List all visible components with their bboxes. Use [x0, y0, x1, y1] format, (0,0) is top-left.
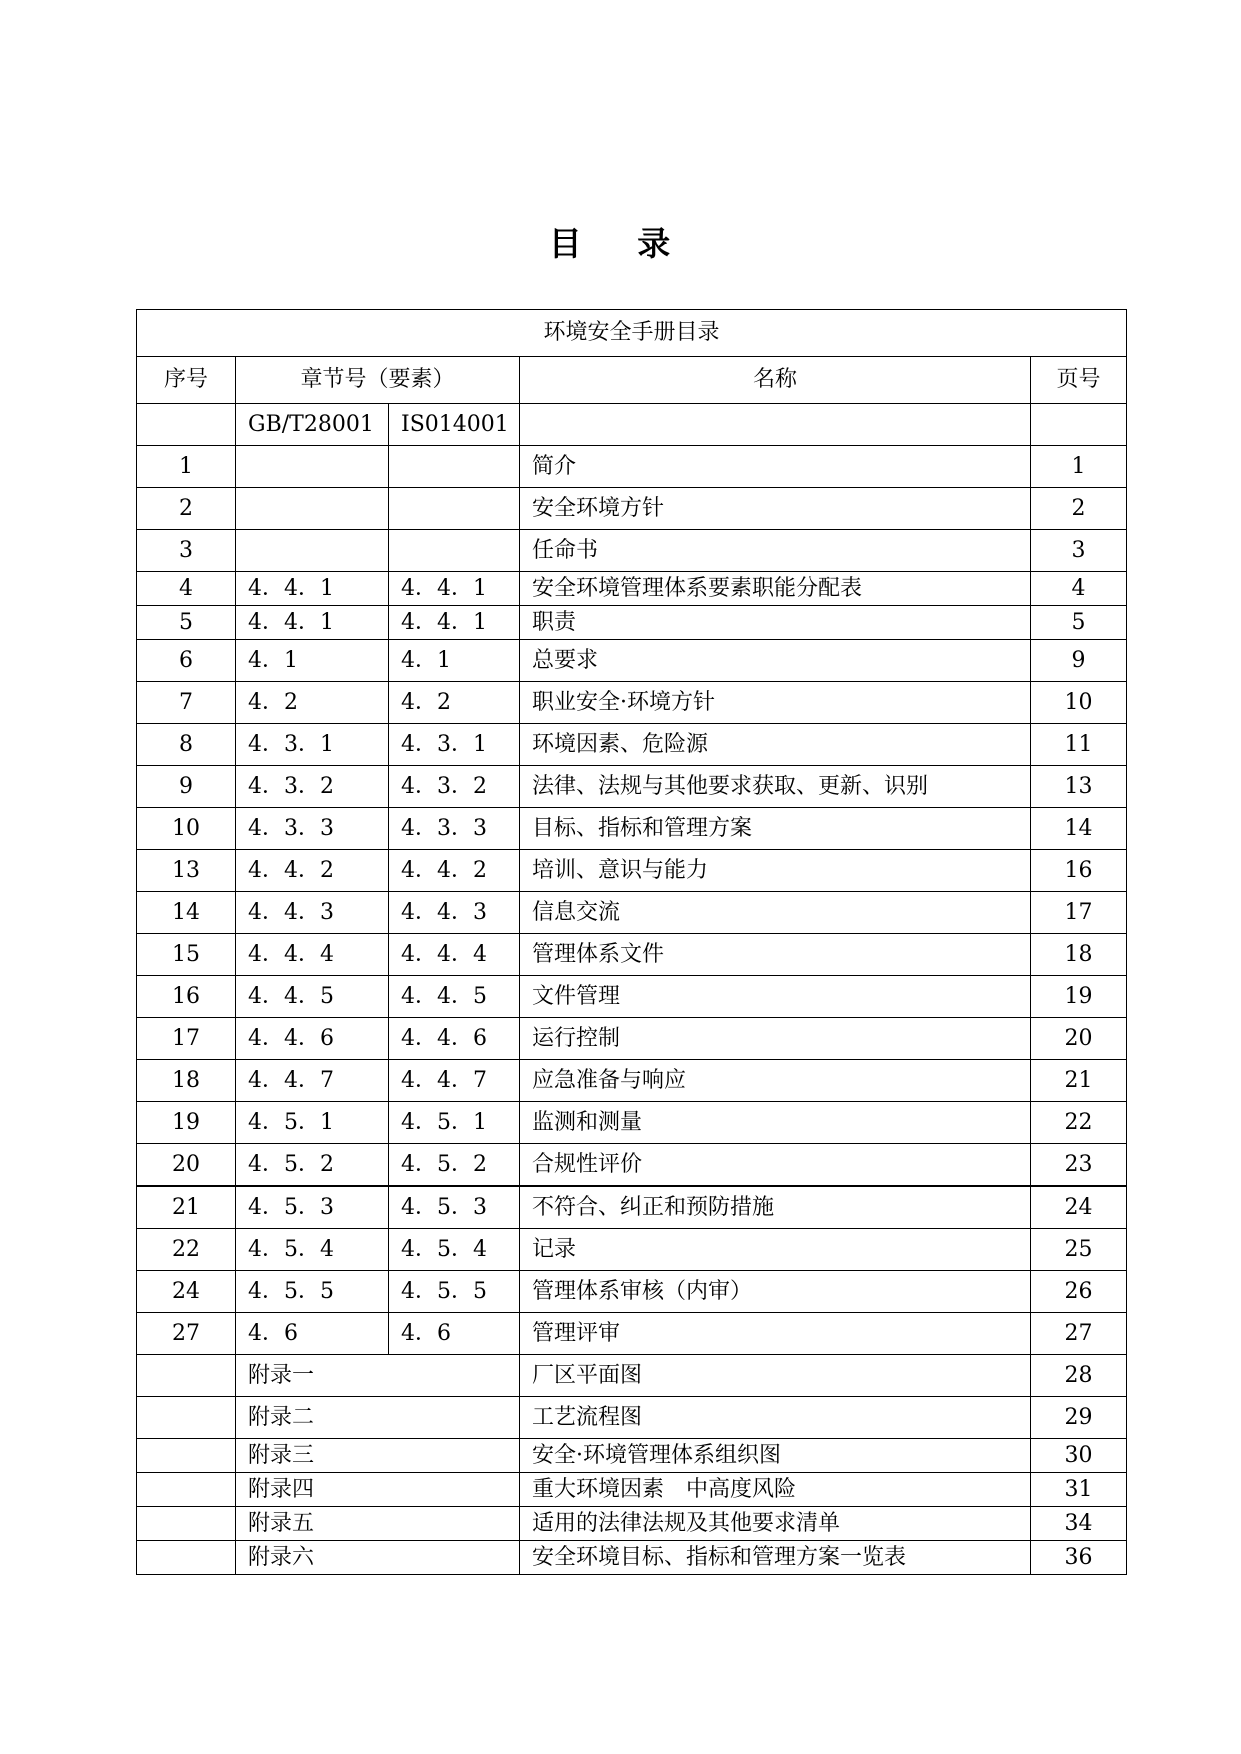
row-page: 24	[1031, 1186, 1127, 1229]
row-page: 5	[1031, 606, 1127, 640]
row-gbt-clause: 4．4．1	[236, 572, 389, 606]
row-page: 16	[1031, 850, 1127, 892]
row-name: 不符合、纠正和预防措施	[520, 1186, 1031, 1229]
row-gbt-clause: 4．4．7	[236, 1060, 389, 1102]
appendix-page: 34	[1031, 1507, 1127, 1541]
row-iso-clause: 4．4．6	[389, 1018, 520, 1060]
row-gbt-clause: 4．4．6	[236, 1018, 389, 1060]
row-iso-clause: 4．3．2	[389, 766, 520, 808]
row-page: 22	[1031, 1102, 1127, 1144]
table-row	[137, 766, 1127, 808]
row-gbt-clause: 4．5．4	[236, 1229, 389, 1271]
appendix-seq-empty	[137, 1473, 236, 1507]
appendix-seq-empty	[137, 1397, 236, 1439]
row-seq: 20	[137, 1144, 236, 1187]
appendix-row	[137, 1507, 1127, 1541]
row-page: 9	[1031, 640, 1127, 682]
row-page: 20	[1031, 1018, 1127, 1060]
appendix-name: 厂区平面图	[520, 1355, 1031, 1397]
table-row	[137, 808, 1127, 850]
table-subheader-row	[137, 404, 1127, 446]
row-name: 简介	[520, 446, 1031, 488]
row-name: 应急准备与响应	[520, 1060, 1031, 1102]
row-name: 安全环境方针	[520, 488, 1031, 530]
row-name: 运行控制	[520, 1018, 1031, 1060]
appendix-seq-empty	[137, 1439, 236, 1473]
row-page: 19	[1031, 976, 1127, 1018]
row-iso-clause: 4．5．1	[389, 1102, 520, 1144]
row-page: 21	[1031, 1060, 1127, 1102]
appendix-label: 附录二	[236, 1397, 520, 1439]
row-gbt-clause: 4．5．1	[236, 1102, 389, 1144]
row-name: 总要求	[520, 640, 1031, 682]
row-seq: 2	[137, 488, 236, 530]
row-gbt-clause: 4．4．1	[236, 606, 389, 640]
row-seq: 16	[137, 976, 236, 1018]
toc-appendix-rows	[137, 1355, 1127, 1575]
row-seq: 4	[137, 572, 236, 606]
table-row	[137, 1018, 1127, 1060]
appendix-row	[137, 1397, 1127, 1439]
appendix-row	[137, 1541, 1127, 1575]
appendix-row	[137, 1355, 1127, 1397]
table-row	[137, 1271, 1127, 1313]
appendix-label: 附录三	[236, 1439, 520, 1473]
table-caption-row	[137, 310, 1127, 357]
table-caption: 环境安全手册目录	[137, 310, 1127, 357]
appendix-name: 安全环境目标、指标和管理方案一览表	[520, 1541, 1031, 1575]
row-page: 17	[1031, 892, 1127, 934]
appendix-name: 工艺流程图	[520, 1397, 1031, 1439]
toc-rows	[137, 446, 1127, 1355]
row-seq: 22	[137, 1229, 236, 1271]
subheader-empty	[137, 404, 236, 446]
row-gbt-clause	[236, 530, 389, 572]
table-row	[137, 488, 1127, 530]
row-page: 14	[1031, 808, 1127, 850]
row-page: 27	[1031, 1313, 1127, 1355]
row-seq: 6	[137, 640, 236, 682]
row-page: 3	[1031, 530, 1127, 572]
row-seq: 10	[137, 808, 236, 850]
row-gbt-clause: 4．5．5	[236, 1271, 389, 1313]
table-header-row	[137, 357, 1127, 404]
row-gbt-clause: 4．5．3	[236, 1186, 389, 1229]
row-name: 文件管理	[520, 976, 1031, 1018]
row-gbt-clause: 4．1	[236, 640, 389, 682]
table-row	[137, 1060, 1127, 1102]
row-seq: 14	[137, 892, 236, 934]
row-seq: 13	[137, 850, 236, 892]
page-title: 目 录	[548, 224, 693, 263]
row-gbt-clause: 4．4．5	[236, 976, 389, 1018]
appendix-seq-empty	[137, 1355, 236, 1397]
subheader-empty	[1031, 404, 1127, 446]
row-seq: 1	[137, 446, 236, 488]
row-name: 安全环境管理体系要素职能分配表	[520, 572, 1031, 606]
table-row	[137, 850, 1127, 892]
row-gbt-clause	[236, 446, 389, 488]
row-seq: 18	[137, 1060, 236, 1102]
table-row	[137, 640, 1127, 682]
row-name: 法律、法规与其他要求获取、更新、识别	[520, 766, 1031, 808]
row-name: 职责	[520, 606, 1031, 640]
appendix-label: 附录六	[236, 1541, 520, 1575]
subheader-gbt: GB/T28001	[236, 404, 389, 446]
row-iso-clause: 4．5．5	[389, 1271, 520, 1313]
header-page: 页号	[1031, 357, 1127, 404]
appendix-name: 适用的法律法规及其他要求清单	[520, 1507, 1031, 1541]
row-iso-clause	[389, 488, 520, 530]
row-seq: 19	[137, 1102, 236, 1144]
appendix-page: 28	[1031, 1355, 1127, 1397]
header-seq: 序号	[137, 357, 236, 404]
table-row	[137, 1102, 1127, 1144]
row-page: 18	[1031, 934, 1127, 976]
row-page: 26	[1031, 1271, 1127, 1313]
appendix-label: 附录四	[236, 1473, 520, 1507]
row-seq: 8	[137, 724, 236, 766]
row-name: 管理体系审核（内审）	[520, 1271, 1031, 1313]
row-page: 1	[1031, 446, 1127, 488]
appendix-page: 30	[1031, 1439, 1127, 1473]
row-page: 13	[1031, 766, 1127, 808]
row-seq: 17	[137, 1018, 236, 1060]
row-iso-clause: 4．4．3	[389, 892, 520, 934]
row-gbt-clause: 4．4．3	[236, 892, 389, 934]
row-gbt-clause: 4．3．3	[236, 808, 389, 850]
row-seq: 21	[137, 1186, 236, 1229]
row-gbt-clause: 4．4．4	[236, 934, 389, 976]
table-row	[137, 530, 1127, 572]
row-seq: 7	[137, 682, 236, 724]
toc-table	[136, 309, 1127, 1575]
row-page: 4	[1031, 572, 1127, 606]
row-gbt-clause: 4．4．2	[236, 850, 389, 892]
appendix-row	[137, 1439, 1127, 1473]
table-row	[137, 682, 1127, 724]
row-name: 培训、意识与能力	[520, 850, 1031, 892]
appendix-page: 29	[1031, 1397, 1127, 1439]
subheader-iso: IS014001	[389, 404, 520, 446]
table-row	[137, 572, 1127, 606]
row-iso-clause	[389, 530, 520, 572]
appendix-label: 附录一	[236, 1355, 520, 1397]
row-iso-clause: 4．4．5	[389, 976, 520, 1018]
row-page: 25	[1031, 1229, 1127, 1271]
row-page: 2	[1031, 488, 1127, 530]
appendix-page: 36	[1031, 1541, 1127, 1575]
row-gbt-clause	[236, 488, 389, 530]
row-iso-clause: 4．4．7	[389, 1060, 520, 1102]
header-clause: 章节号（要素）	[236, 357, 520, 404]
appendix-seq-empty	[137, 1541, 236, 1575]
row-iso-clause: 4．2	[389, 682, 520, 724]
table-row	[137, 934, 1127, 976]
row-name: 环境因素、危险源	[520, 724, 1031, 766]
row-seq: 27	[137, 1313, 236, 1355]
appendix-row	[137, 1473, 1127, 1507]
row-name: 管理评审	[520, 1313, 1031, 1355]
row-gbt-clause: 4．5．2	[236, 1144, 389, 1187]
header-name: 名称	[520, 357, 1031, 404]
row-name: 管理体系文件	[520, 934, 1031, 976]
table-row	[137, 1229, 1127, 1271]
row-page: 10	[1031, 682, 1127, 724]
row-iso-clause: 4．4．2	[389, 850, 520, 892]
appendix-name: 安全·环境管理体系组织图	[520, 1439, 1031, 1473]
row-page: 11	[1031, 724, 1127, 766]
row-gbt-clause: 4．6	[236, 1313, 389, 1355]
row-gbt-clause: 4．3．2	[236, 766, 389, 808]
row-iso-clause	[389, 446, 520, 488]
appendix-seq-empty	[137, 1507, 236, 1541]
row-iso-clause: 4．4．1	[389, 606, 520, 640]
row-gbt-clause: 4．3．1	[236, 724, 389, 766]
row-seq: 5	[137, 606, 236, 640]
row-iso-clause: 4．3．1	[389, 724, 520, 766]
appendix-label: 附录五	[236, 1507, 520, 1541]
row-seq: 3	[137, 530, 236, 572]
appendix-page: 31	[1031, 1473, 1127, 1507]
row-iso-clause: 4．4．1	[389, 572, 520, 606]
table-row	[137, 724, 1127, 766]
row-seq: 15	[137, 934, 236, 976]
table-row	[137, 892, 1127, 934]
table-row	[137, 1144, 1127, 1187]
row-iso-clause: 4．5．3	[389, 1186, 520, 1229]
row-name: 信息交流	[520, 892, 1031, 934]
row-iso-clause: 4．5．2	[389, 1144, 520, 1187]
row-iso-clause: 4．6	[389, 1313, 520, 1355]
row-name: 记录	[520, 1229, 1031, 1271]
row-iso-clause: 4．1	[389, 640, 520, 682]
subheader-empty	[520, 404, 1031, 446]
row-iso-clause: 4．4．4	[389, 934, 520, 976]
row-iso-clause: 4．5．4	[389, 1229, 520, 1271]
row-page: 23	[1031, 1144, 1127, 1187]
row-name: 监测和测量	[520, 1102, 1031, 1144]
row-seq: 24	[137, 1271, 236, 1313]
row-name: 目标、指标和管理方案	[520, 808, 1031, 850]
table-row	[137, 606, 1127, 640]
table-row	[137, 976, 1127, 1018]
row-name: 合规性评价	[520, 1144, 1031, 1187]
table-row	[137, 1186, 1127, 1229]
table-row	[137, 1313, 1127, 1355]
row-seq: 9	[137, 766, 236, 808]
row-name: 任命书	[520, 530, 1031, 572]
row-iso-clause: 4．3．3	[389, 808, 520, 850]
appendix-name: 重大环境因素 中高度风险	[520, 1473, 1031, 1507]
row-name: 职业安全·环境方针	[520, 682, 1031, 724]
row-gbt-clause: 4．2	[236, 682, 389, 724]
table-row	[137, 446, 1127, 488]
